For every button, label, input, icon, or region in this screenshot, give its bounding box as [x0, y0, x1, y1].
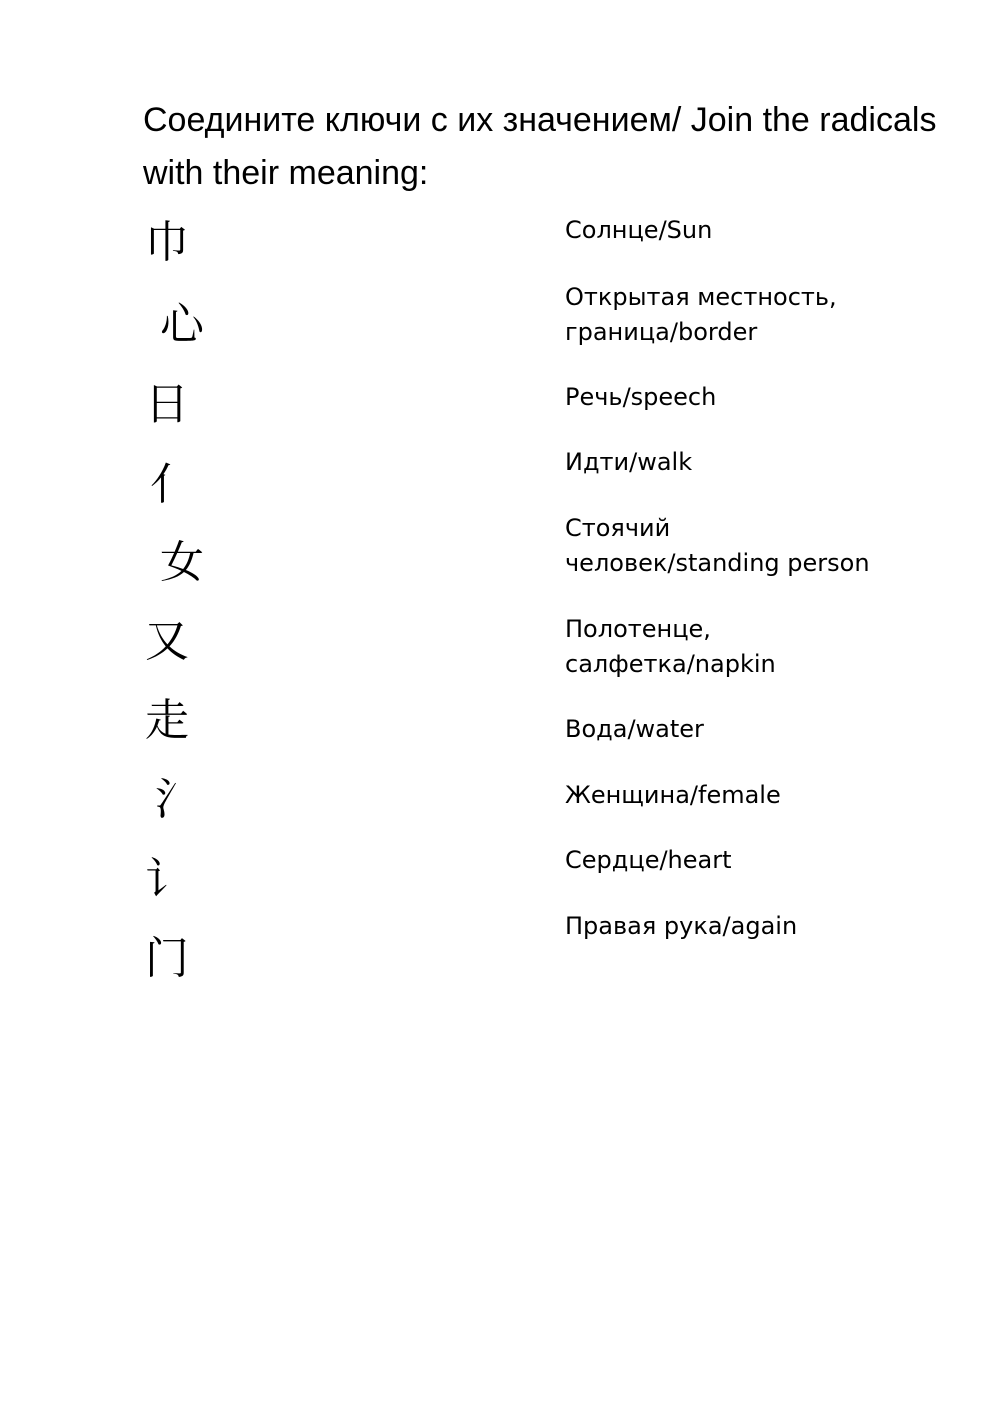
- meaning-item: Идти/walk: [565, 448, 693, 476]
- radical-item: 走: [145, 695, 189, 746]
- meaning-item: Речь/speech: [565, 383, 717, 411]
- meaning-item: Сердце/heart: [565, 846, 732, 874]
- radical-item: 氵: [155, 774, 199, 825]
- radical-item: 心: [160, 299, 204, 350]
- meaning-item: Солнце/Sun: [565, 216, 713, 244]
- radical-item: 日: [145, 379, 189, 430]
- meaning-item: Правая рука/again: [565, 912, 798, 940]
- worksheet-title: Соедините ключи с их значением/ Join the radicals with their meaning:: [143, 101, 937, 192]
- meaning-item: Женщина/female: [565, 781, 781, 809]
- radical-item: 亻: [150, 459, 194, 510]
- radical-item: 又: [145, 616, 189, 667]
- radical-item: 讠: [145, 854, 189, 905]
- meaning-item: Стоячий человек/standing person: [565, 514, 870, 577]
- meaning-item: Полотенце, салфетка/napkin: [565, 615, 776, 678]
- radical-item: 巾: [145, 217, 189, 268]
- radical-item: 门: [145, 933, 189, 984]
- radical-item: 女: [160, 537, 204, 588]
- meaning-item: Открытая местность, граница/border: [565, 283, 837, 346]
- meaning-item: Вода/water: [565, 715, 704, 743]
